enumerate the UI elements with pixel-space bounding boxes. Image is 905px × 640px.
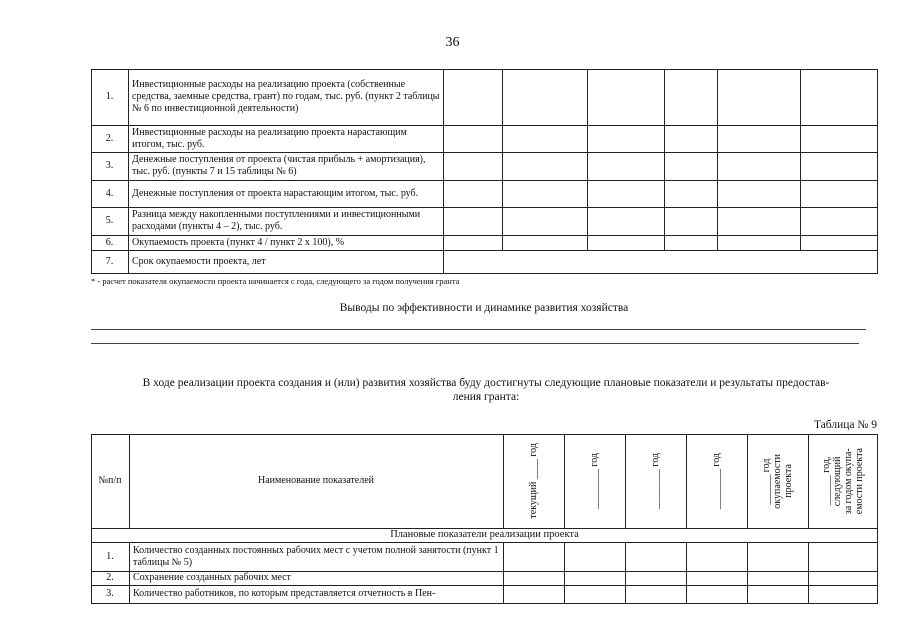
page-number: 36 [445,35,460,50]
column-divider [503,542,504,604]
header-year-label: ________ год [589,452,600,510]
column-divider [564,542,565,604]
section-title: Плановые показатели реализации проекта [390,529,579,540]
column-divider [664,69,665,250]
row-description: Инвестиционные расходы на реализацию проекта (собственные средства, заемные средства, грант) по годам, тыс. руб. (пункт 2 таблицы № 6 по инвестиционной деятельности) [132,79,440,114]
header-year-label: текущий ____ год [528,443,539,519]
header-line: ______ год [761,457,772,505]
column-divider [443,69,444,274]
column-divider [717,69,718,250]
conclusions-heading: Выводы по эффективности и динамике развития хозяйства [339,302,629,314]
column-divider [625,542,626,604]
header-year-3 [625,436,686,526]
header-year-current [503,436,564,526]
row-description: Сохранение созданных рабочих мест [133,572,291,583]
row-number: 4. [105,187,114,199]
header-line: следующий [831,456,843,506]
column-divider [747,542,748,604]
row-description: Денежные поступления от проекта (чистая прибыль + амортизация), тыс. руб. (пункты 7 и 15 таблицы № 6) [132,154,426,177]
row-number: 7. [105,256,114,267]
results-paragraph [91,376,881,404]
column-divider [686,542,687,604]
row-description: Срок окупаемости проекта, лет [132,256,266,267]
header-year-label: ________ год [711,452,722,510]
row-description: Количество созданных постоянных рабочих мест с учетом полной занятости (пункт 1 таблицы № 5) [133,544,499,568]
row-description: Окупаемость проекта (пункт 4 / пункт 2 х 100), % [132,236,345,248]
header-post-payback-year [808,436,877,526]
blank-line [91,329,866,330]
row-number: 3. [106,587,114,599]
row-description: Количество работников, по которым представляется отчетность в Пен- [133,587,436,599]
row-number: 6. [105,236,114,248]
column-divider [502,69,503,250]
paragraph-line: В ходе реализации проекта создания и (или) развития хозяйства буду достигнуты следующие плановые показатели и результаты предостав- [142,377,830,389]
table-caption: Таблица № 9 [813,419,877,431]
header-name: Наименование показателей [257,475,374,486]
header-year-label [821,448,865,514]
row-number: 1. [105,91,114,102]
header-year-2 [564,436,625,526]
header-payback-year [747,436,808,526]
footnote: * - расчет показателя окупаемости проекта начинается с года, следующего за годом получения гранта [91,276,460,286]
column-divider [808,542,809,604]
header-num: №п/п [98,475,122,486]
header-line: за годом окупа- [842,448,854,515]
header-line: ______ год, [820,456,832,506]
row-number: 2. [106,572,114,583]
column-divider [800,69,801,250]
header-year-label [761,454,794,509]
column-divider [587,69,588,250]
row-number: 5. [105,215,114,226]
row-number: 2. [105,132,114,144]
row-number: 3. [105,160,114,171]
header-year-label: ________ год [650,452,661,510]
header-line: окупаемости [772,453,783,509]
row-description: Разница между накопленными поступлениями и инвестиционными расходами (пункты 4 – 2), тыс. руб. [132,209,421,232]
blank-line [91,343,859,344]
paragraph-line: ления гранта: [452,391,520,403]
header-line: емости проекта [853,447,865,515]
row-description: Денежные поступления от проекта нарастающим итогом, тыс. руб. [132,187,419,199]
header-year-4 [686,436,747,526]
row-number: 1. [106,550,114,562]
row-description: Инвестиционные расходы на реализацию проекта нарастающим итогом, тыс. руб. [132,126,407,150]
header-line: проекта [783,464,794,498]
